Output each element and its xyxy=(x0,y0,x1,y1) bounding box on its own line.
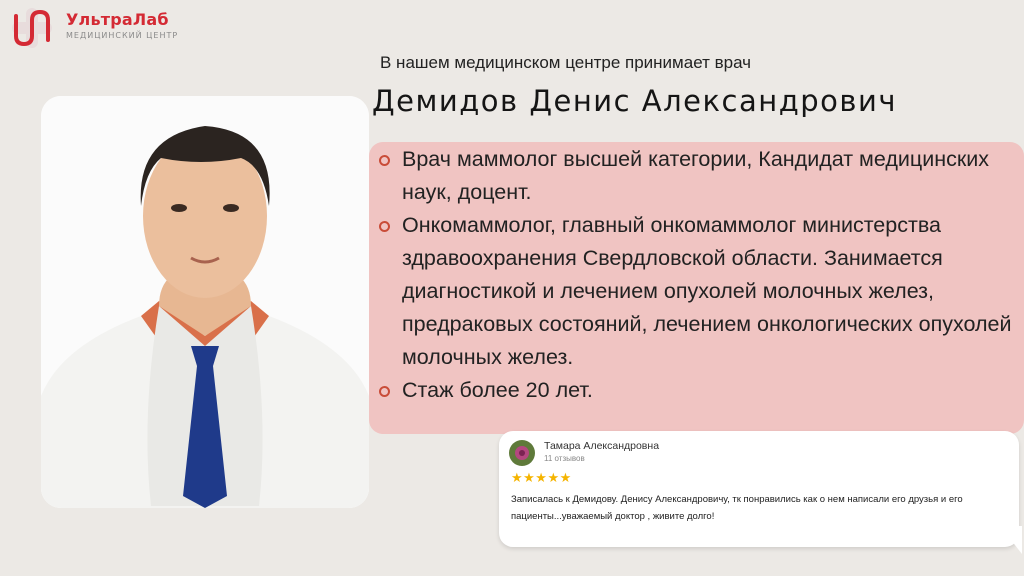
list-item xyxy=(378,143,1018,209)
flower-avatar-icon xyxy=(509,440,535,466)
circle-bullet-icon xyxy=(379,155,390,166)
bullet-text: Врач маммолог высшей категории, Кандидат медицинских наук, доцент. xyxy=(402,147,989,204)
logo-mark-icon xyxy=(6,6,58,50)
logo-name: УльтраЛаб xyxy=(66,10,169,29)
logo-subtitle: МЕДИЦИНСКИЙ ЦЕНТР xyxy=(66,31,179,40)
credentials-list xyxy=(378,143,1018,407)
doctor-portrait-icon xyxy=(41,96,369,508)
review-count: 11 отзывов xyxy=(544,454,585,463)
avatar xyxy=(509,440,535,466)
circle-bullet-icon xyxy=(379,221,390,232)
reviewer-name: Тамара Александровна xyxy=(544,440,660,452)
bullet-text: Онкомаммолог, главный онкомаммолог министерства здравоохранения Свердловской области. Занимается диагностикой и лечением опухолей молочных желез, предраковых состояний, лечением онкологических опухолей молочных желез. xyxy=(402,213,1012,369)
circle-bullet-icon xyxy=(379,386,390,397)
rating-stars: ★★★★★ xyxy=(511,471,572,486)
list-item xyxy=(378,209,1018,374)
intro-text: В нашем медицинском центре принимает врач xyxy=(380,53,752,72)
bullet-text: Стаж более 20 лет. xyxy=(402,378,593,402)
doctor-name: Демидов Денис Александрович xyxy=(372,84,897,118)
logo xyxy=(6,4,206,52)
review-text: Записалась к Демидову. Денису Александровичу, тк понравились как о нем написали его друзья и его пациенты...уважаемый доктор , живите долго! xyxy=(511,494,963,522)
doctor-photo xyxy=(41,96,369,508)
list-item xyxy=(378,374,1018,407)
review-card xyxy=(499,431,1019,547)
speech-bubble-tail xyxy=(1000,526,1022,554)
